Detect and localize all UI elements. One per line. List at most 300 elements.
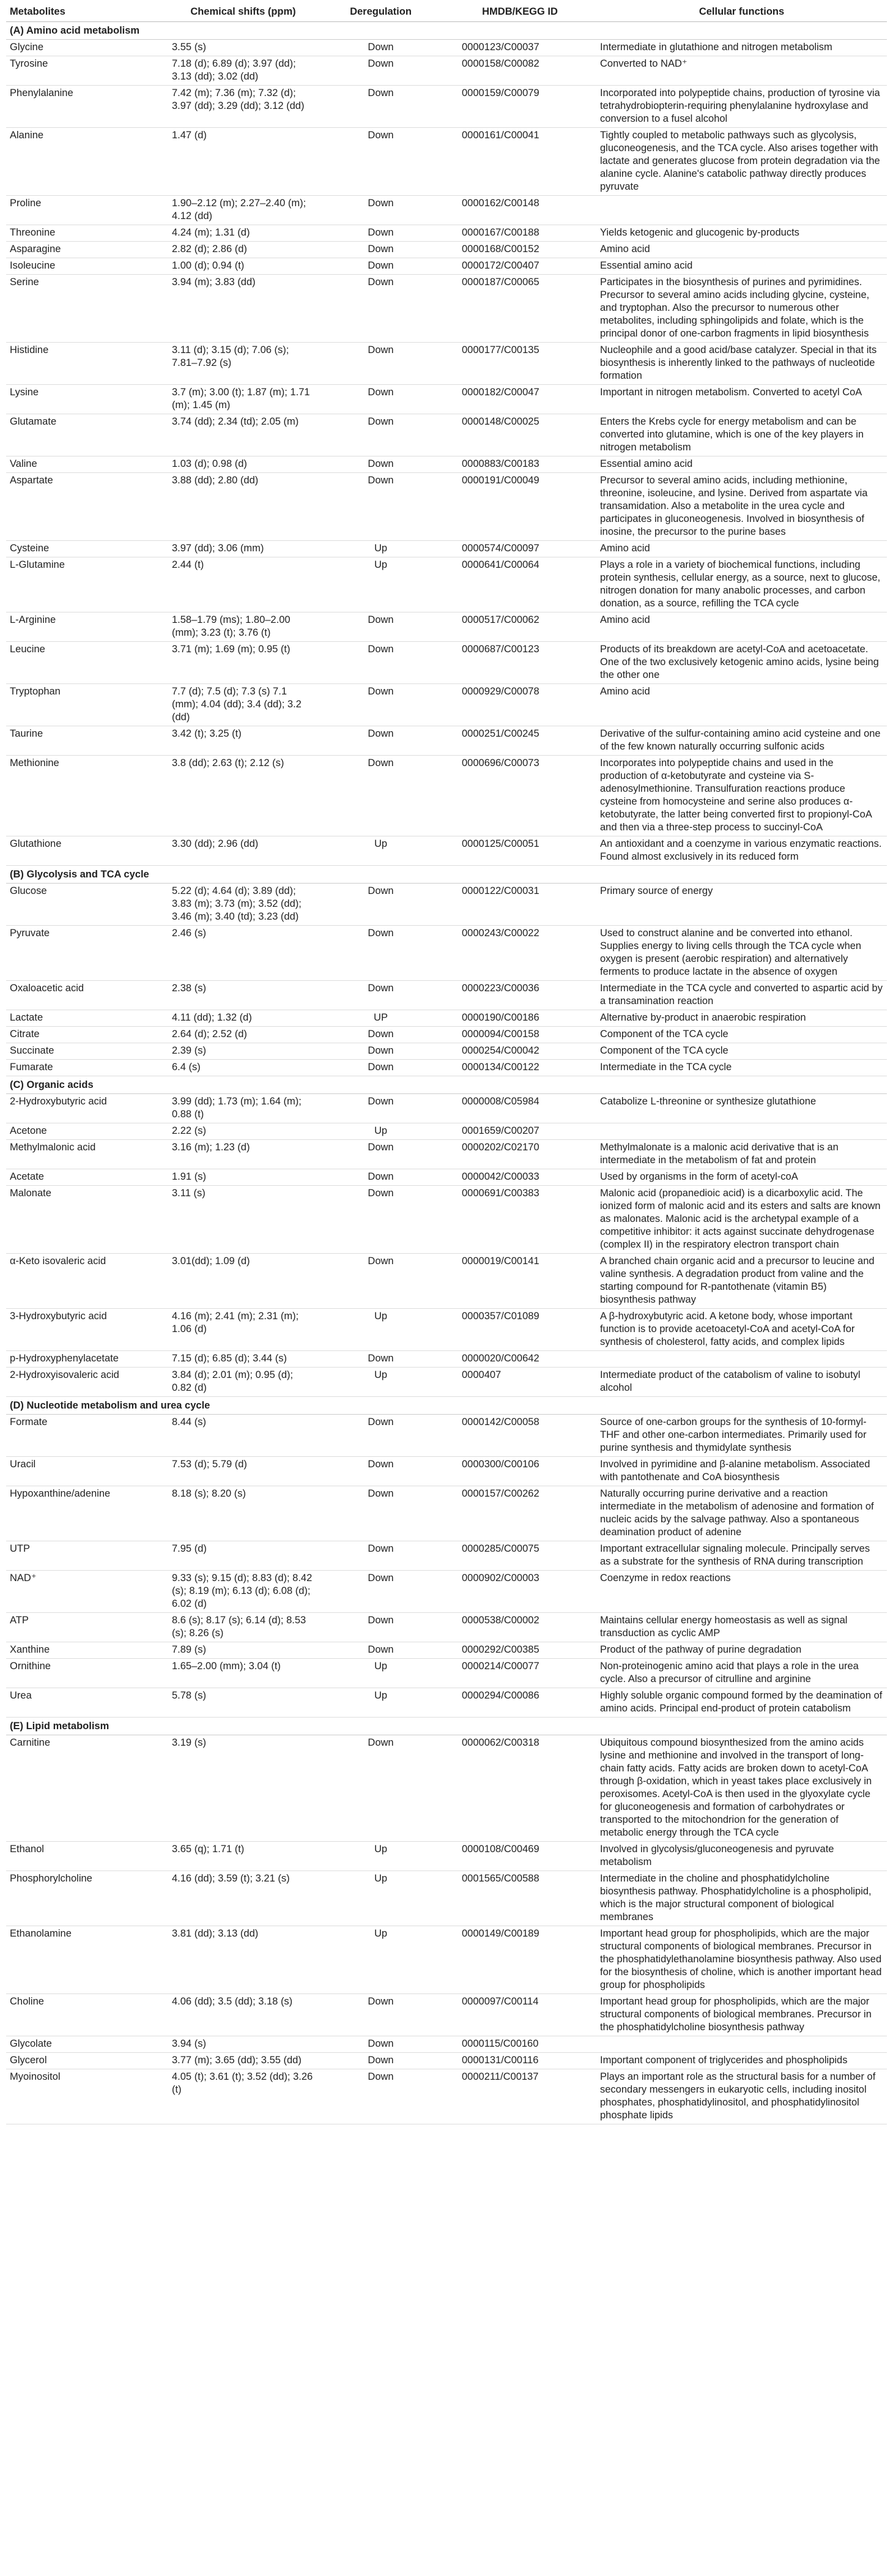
- hmdb-kegg-id: 0000125/C00051: [443, 836, 596, 866]
- hmdb-kegg-id: 0000243/C00022: [443, 926, 596, 981]
- metabolite-name: Ornithine: [6, 1659, 168, 1688]
- table-row: [6, 128, 887, 196]
- deregulation: Down: [318, 1994, 443, 2036]
- metabolite-name: Histidine: [6, 343, 168, 385]
- chemical-shifts: 4.11 (dd); 1.32 (d): [168, 1010, 318, 1027]
- chemical-shifts: 1.90–2.12 (m); 2.27–2.40 (m); 4.12 (dd): [168, 196, 318, 225]
- chemical-shifts: 3.74 (dd); 2.34 (td); 2.05 (m): [168, 414, 318, 456]
- metabolite-name: L-Arginine: [6, 612, 168, 642]
- section-title: (A) Amino acid metabolism: [6, 22, 887, 40]
- chemical-shifts: 1.91 (s): [168, 1169, 318, 1186]
- chemical-shifts: 4.05 (t); 3.61 (t); 3.52 (dd); 3.26 (t): [168, 2069, 318, 2124]
- cellular-function: Maintains cellular energy homeostasis as well as signal transduction as cyclic AMP: [596, 1613, 887, 1642]
- chemical-shifts: 2.22 (s): [168, 1123, 318, 1140]
- deregulation: Up: [318, 557, 443, 612]
- table-row: [6, 1060, 887, 1076]
- section-title: (D) Nucleotide metabolism and urea cycle: [6, 1397, 887, 1415]
- table-row: [6, 258, 887, 275]
- metabolite-name: L-Glutamine: [6, 557, 168, 612]
- deregulation: Down: [318, 1457, 443, 1486]
- table-row: [6, 40, 887, 56]
- table-row: [6, 275, 887, 343]
- chemical-shifts: 3.81 (dd); 3.13 (dd): [168, 1926, 318, 1994]
- table-row: [6, 836, 887, 866]
- table-row: [6, 1140, 887, 1169]
- cellular-function: [596, 196, 887, 225]
- section-header-row: [6, 866, 887, 884]
- cellular-function: Highly soluble organic compound formed by the deamination of amino acids. Principal end-product of protein catabolism: [596, 1688, 887, 1718]
- hmdb-kegg-id: 0000407: [443, 1368, 596, 1397]
- deregulation: Down: [318, 456, 443, 473]
- metabolite-name: Hypoxanthine/adenine: [6, 1486, 168, 1541]
- metabolite-name: Methylmalonic acid: [6, 1140, 168, 1169]
- cellular-function: [596, 1123, 887, 1140]
- chemical-shifts: 7.18 (d); 6.89 (d); 3.97 (dd); 3.13 (dd); 3.02 (dd): [168, 56, 318, 86]
- table-row: [6, 2069, 887, 2124]
- deregulation: Down: [318, 684, 443, 726]
- cellular-function: Used to construct alanine and be converted into ethanol. Supplies energy to living cells through the TCA cycle when oxygen is present (aerobic respiration) and alternatively ferments to produce lactate in the absence of oxygen: [596, 926, 887, 981]
- chemical-shifts: 1.00 (d); 0.94 (t): [168, 258, 318, 275]
- hmdb-kegg-id: 0000223/C00036: [443, 981, 596, 1010]
- section-header-row: [6, 1718, 887, 1735]
- header-metabolites: Metabolites: [6, 4, 168, 22]
- cellular-function: Essential amino acid: [596, 456, 887, 473]
- hmdb-kegg-id: 0000357/C01089: [443, 1309, 596, 1351]
- metabolite-name: Ethanolamine: [6, 1926, 168, 1994]
- table-row: [6, 684, 887, 726]
- table-row: [6, 56, 887, 86]
- cellular-function: Important head group for phospholipids, which are the major structural components of biological membranes. Precursor in the phosphatidylcholine biosynthesis pathway: [596, 1994, 887, 2036]
- hmdb-kegg-id: 0000187/C00065: [443, 275, 596, 343]
- cellular-function: Ubiquitous compound biosynthesized from the amino acids lysine and methionine and involved in the transport of long-chain fatty acids. Fatty acids are broken down to acetyl-CoA through β-oxidation, which in yeast takes place exclusively in peroxisomes. Acetyl-CoA is then used in the glyoxylate cycle for gluconeogenesis and formation of carbohydrates or transported to the mitochondrion for the generation of metabolic energy through the TCA cycle: [596, 1735, 887, 1842]
- metabolite-name: Choline: [6, 1994, 168, 2036]
- cellular-function: Important head group for phospholipids, which are the major structural components of biological membranes. Precursor in the phosphatidylethanolamine biosynthesis pathway. Also used for the biosynthesis of choline, which is another important head group for phospholipids: [596, 1926, 887, 1994]
- table-row: [6, 1254, 887, 1309]
- hmdb-kegg-id: 0000254/C00042: [443, 1043, 596, 1060]
- cellular-function: Plays a role in a variety of biochemical functions, including protein synthesis, cellular energy, as a source, next to glucose, nitrogen donation for many anabolic processes, and carbon donation, as a source, refilling the TCA cycle: [596, 557, 887, 612]
- metabolite-name: Fumarate: [6, 1060, 168, 1076]
- deregulation: Down: [318, 884, 443, 926]
- deregulation: Down: [318, 473, 443, 541]
- deregulation: Down: [318, 1186, 443, 1254]
- table-row: [6, 541, 887, 557]
- chemical-shifts: 1.47 (d): [168, 128, 318, 196]
- table-row: [6, 981, 887, 1010]
- deregulation: Down: [318, 726, 443, 756]
- cellular-function: Involved in pyrimidine and β-alanine metabolism. Associated with pantothenate and CoA biosynthesis: [596, 1457, 887, 1486]
- deregulation: Down: [318, 1043, 443, 1060]
- deregulation: Down: [318, 1541, 443, 1571]
- hmdb-kegg-id: 0000177/C00135: [443, 343, 596, 385]
- deregulation: Up: [318, 1871, 443, 1926]
- chemical-shifts: 8.44 (s): [168, 1415, 318, 1457]
- hmdb-kegg-id: 0000641/C00064: [443, 557, 596, 612]
- chemical-shifts: 7.95 (d): [168, 1541, 318, 1571]
- table-row: [6, 1926, 887, 1994]
- hmdb-kegg-id: 0000148/C00025: [443, 414, 596, 456]
- table-row: [6, 196, 887, 225]
- table-row: [6, 612, 887, 642]
- metabolite-name: Oxaloacetic acid: [6, 981, 168, 1010]
- metabolite-name: Formate: [6, 1415, 168, 1457]
- deregulation: Down: [318, 612, 443, 642]
- table-row: [6, 1368, 887, 1397]
- chemical-shifts: 7.15 (d); 6.85 (d); 3.44 (s): [168, 1351, 318, 1368]
- cellular-function: Incorporated into polypeptide chains, production of tyrosine via tetrahydrobiopterin-requiring phenylalanine hydroxylase and conversion to a fusel alcohol: [596, 86, 887, 128]
- metabolite-name: ATP: [6, 1613, 168, 1642]
- header-chemical-shifts: Chemical shifts (ppm): [168, 4, 318, 22]
- metabolite-name: Valine: [6, 456, 168, 473]
- metabolite-name: Glucose: [6, 884, 168, 926]
- table-row: [6, 1994, 887, 2036]
- cellular-function: An antioxidant and a coenzyme in various enzymatic reactions. Found almost exclusively in its reduced form: [596, 836, 887, 866]
- table-row: [6, 1842, 887, 1871]
- hmdb-kegg-id: 0000214/C00077: [443, 1659, 596, 1688]
- chemical-shifts: 4.06 (dd); 3.5 (dd); 3.18 (s): [168, 1994, 318, 2036]
- metabolite-name: Pyruvate: [6, 926, 168, 981]
- chemical-shifts: 2.82 (d); 2.86 (d): [168, 242, 318, 258]
- metabolite-name: Asparagine: [6, 242, 168, 258]
- hmdb-kegg-id: 0000190/C00186: [443, 1010, 596, 1027]
- deregulation: Down: [318, 1571, 443, 1613]
- hmdb-kegg-id: 0000538/C00002: [443, 1613, 596, 1642]
- section-header-row: [6, 22, 887, 40]
- cellular-function: Intermediate product of the catabolism of valine to isobutyl alcohol: [596, 1368, 887, 1397]
- hmdb-kegg-id: 0000161/C00041: [443, 128, 596, 196]
- hmdb-kegg-id: 0000134/C00122: [443, 1060, 596, 1076]
- chemical-shifts: 3.30 (dd); 2.96 (dd): [168, 836, 318, 866]
- cellular-function: Involved in glycolysis/gluconeogenesis and pyruvate metabolism: [596, 1842, 887, 1871]
- chemical-shifts: 6.4 (s): [168, 1060, 318, 1076]
- metabolite-name: Glycine: [6, 40, 168, 56]
- hmdb-kegg-id: 0000574/C00097: [443, 541, 596, 557]
- cellular-function: Non-proteinogenic amino acid that plays a role in the urea cycle. Also a precursor of citrulline and arginine: [596, 1659, 887, 1688]
- table-row: [6, 456, 887, 473]
- deregulation: Down: [318, 2036, 443, 2053]
- cellular-function: Product of the pathway of purine degradation: [596, 1642, 887, 1659]
- hmdb-kegg-id: 0000157/C00262: [443, 1486, 596, 1541]
- chemical-shifts: 7.42 (m); 7.36 (m); 7.32 (d); 3.97 (dd); 3.29 (dd); 3.12 (dd): [168, 86, 318, 128]
- hmdb-kegg-id: 0000122/C00031: [443, 884, 596, 926]
- cellular-function: Source of one-carbon groups for the synthesis of 10-formyl-THF and other one-carbon intermediates. Primarily used for purine synthesis and thymidylate synthesis: [596, 1415, 887, 1457]
- hmdb-kegg-id: 0000020/C00642: [443, 1351, 596, 1368]
- chemical-shifts: 3.71 (m); 1.69 (m); 0.95 (t): [168, 642, 318, 684]
- chemical-shifts: 1.58–1.79 (ms); 1.80–2.00 (mm); 3.23 (t); 3.76 (t): [168, 612, 318, 642]
- hmdb-kegg-id: 0000042/C00033: [443, 1169, 596, 1186]
- hmdb-kegg-id: 0000251/C00245: [443, 726, 596, 756]
- header-row: [6, 4, 887, 22]
- cellular-function: Intermediate in glutathione and nitrogen metabolism: [596, 40, 887, 56]
- hmdb-kegg-id: 0001659/C00207: [443, 1123, 596, 1140]
- hmdb-kegg-id: 0000158/C00082: [443, 56, 596, 86]
- chemical-shifts: 2.38 (s): [168, 981, 318, 1010]
- hmdb-kegg-id: 0000108/C00469: [443, 1842, 596, 1871]
- chemical-shifts: 4.16 (m); 2.41 (m); 2.31 (m); 1.06 (d): [168, 1309, 318, 1351]
- deregulation: Down: [318, 2069, 443, 2124]
- table-row: [6, 225, 887, 242]
- cellular-function: Essential amino acid: [596, 258, 887, 275]
- cellular-function: Naturally occurring purine derivative and a reaction intermediate in the metabolism of adenosine and formation of nucleic acids by the salvage pathway. Also a spontaneous deamination product of adenine: [596, 1486, 887, 1541]
- cellular-function: Derivative of the sulfur-containing amino acid cysteine and one of the few known naturally occurring sulfonic acids: [596, 726, 887, 756]
- metabolite-name: α-Keto isovaleric acid: [6, 1254, 168, 1309]
- cellular-function: Important component of triglycerides and phospholipids: [596, 2053, 887, 2069]
- metabolite-name: Glutathione: [6, 836, 168, 866]
- section-title: (B) Glycolysis and TCA cycle: [6, 866, 887, 884]
- table-row: [6, 1351, 887, 1368]
- deregulation: Down: [318, 1642, 443, 1659]
- deregulation: Down: [318, 56, 443, 86]
- cellular-function: Catabolize L-threonine or synthesize glutathione: [596, 1094, 887, 1123]
- chemical-shifts: 3.55 (s): [168, 40, 318, 56]
- table-row: [6, 1027, 887, 1043]
- chemical-shifts: 3.11 (s): [168, 1186, 318, 1254]
- cellular-function: A β-hydroxybutyric acid. A ketone body, whose important function is to provide acetoacetyl-CoA and acetyl-CoA for synthesis of cholesterol, fatty acids, and complex lipids: [596, 1309, 887, 1351]
- metabolite-name: Phenylalanine: [6, 86, 168, 128]
- cellular-function: [596, 1351, 887, 1368]
- chemical-shifts: 3.88 (dd); 2.80 (dd): [168, 473, 318, 541]
- deregulation: Down: [318, 86, 443, 128]
- cellular-function: Enters the Krebs cycle for energy metabolism and can be converted into glutamine, which is one of the key players in nitrogen metabolism: [596, 414, 887, 456]
- metabolites-table: [6, 4, 887, 2124]
- deregulation: Down: [318, 1140, 443, 1169]
- table-row: [6, 242, 887, 258]
- deregulation: Down: [318, 385, 443, 414]
- hmdb-kegg-id: 0000294/C00086: [443, 1688, 596, 1718]
- table-row: [6, 1735, 887, 1842]
- cellular-function: Alternative by-product in anaerobic respiration: [596, 1010, 887, 1027]
- cellular-function: Intermediate in the TCA cycle and converted to aspartic acid by a transamination reaction: [596, 981, 887, 1010]
- hmdb-kegg-id: 0000019/C00141: [443, 1254, 596, 1309]
- hmdb-kegg-id: 0000202/C02170: [443, 1140, 596, 1169]
- hmdb-kegg-id: 0000696/C00073: [443, 756, 596, 836]
- cellular-function: Primary source of energy: [596, 884, 887, 926]
- cellular-function: Important in nitrogen metabolism. Converted to acetyl CoA: [596, 385, 887, 414]
- header-hmdb-kegg-id: HMDB/KEGG ID: [443, 4, 596, 22]
- metabolite-name: NAD⁺: [6, 1571, 168, 1613]
- metabolite-name: Cysteine: [6, 541, 168, 557]
- hmdb-kegg-id: 0000094/C00158: [443, 1027, 596, 1043]
- deregulation: Down: [318, 1486, 443, 1541]
- metabolite-name: Taurine: [6, 726, 168, 756]
- cellular-function: Products of its breakdown are acetyl-CoA and acetoacetate. One of the two exclusively ketogenic amino acids, lysine being the other one: [596, 642, 887, 684]
- hmdb-kegg-id: 0000062/C00318: [443, 1735, 596, 1842]
- deregulation: Down: [318, 225, 443, 242]
- cellular-function: Coenzyme in redox reactions: [596, 1571, 887, 1613]
- chemical-shifts: 3.19 (s): [168, 1735, 318, 1842]
- metabolite-name: Phosphorylcholine: [6, 1871, 168, 1926]
- deregulation: Down: [318, 1613, 443, 1642]
- deregulation: Up: [318, 541, 443, 557]
- cellular-function: Intermediate in the TCA cycle: [596, 1060, 887, 1076]
- deregulation: Down: [318, 242, 443, 258]
- chemical-shifts: 2.64 (d); 2.52 (d): [168, 1027, 318, 1043]
- hmdb-kegg-id: 0000123/C00037: [443, 40, 596, 56]
- chemical-shifts: 3.84 (d); 2.01 (m); 0.95 (d); 0.82 (d): [168, 1368, 318, 1397]
- metabolite-name: Myoinositol: [6, 2069, 168, 2124]
- hmdb-kegg-id: 0000149/C00189: [443, 1926, 596, 1994]
- chemical-shifts: 3.7 (m); 3.00 (t); 1.87 (m); 1.71 (m); 1.45 (m): [168, 385, 318, 414]
- cellular-function: Yields ketogenic and glucogenic by-products: [596, 225, 887, 242]
- metabolite-name: Lysine: [6, 385, 168, 414]
- hmdb-kegg-id: 0000008/C05984: [443, 1094, 596, 1123]
- chemical-shifts: 4.24 (m); 1.31 (d): [168, 225, 318, 242]
- table-header: [6, 4, 887, 22]
- chemical-shifts: 3.94 (s): [168, 2036, 318, 2053]
- chemical-shifts: 8.6 (s); 8.17 (s); 6.14 (d); 8.53 (s); 8.26 (s): [168, 1613, 318, 1642]
- deregulation: Up: [318, 1123, 443, 1140]
- deregulation: Down: [318, 1060, 443, 1076]
- metabolite-name: Citrate: [6, 1027, 168, 1043]
- table-row: [6, 1659, 887, 1688]
- hmdb-kegg-id: 0000097/C00114: [443, 1994, 596, 2036]
- table-row: [6, 1309, 887, 1351]
- table-row: [6, 1457, 887, 1486]
- metabolite-name: Glycerol: [6, 2053, 168, 2069]
- metabolite-name: Methionine: [6, 756, 168, 836]
- chemical-shifts: 3.11 (d); 3.15 (d); 7.06 (s); 7.81–7.92 (s): [168, 343, 318, 385]
- metabolite-name: Threonine: [6, 225, 168, 242]
- hmdb-kegg-id: 0000167/C00188: [443, 225, 596, 242]
- metabolite-name: Succinate: [6, 1043, 168, 1060]
- table-row: [6, 1613, 887, 1642]
- deregulation: Down: [318, 756, 443, 836]
- metabolite-name: Tryptophan: [6, 684, 168, 726]
- hmdb-kegg-id: 0000191/C00049: [443, 473, 596, 541]
- chemical-shifts: 5.78 (s): [168, 1688, 318, 1718]
- deregulation: Down: [318, 981, 443, 1010]
- metabolite-name: p-Hydroxyphenylacetate: [6, 1351, 168, 1368]
- table-row: [6, 385, 887, 414]
- table-body: [6, 22, 887, 2124]
- chemical-shifts: 3.77 (m); 3.65 (dd); 3.55 (dd): [168, 2053, 318, 2069]
- cellular-function: Tightly coupled to metabolic pathways such as glycolysis, gluconeogenesis, and the TCA cycle. Also arises together with lactate and generates glucose from protein degradation via the alanine cycle. Alanine's catabolic pathway directly produces pyruvate: [596, 128, 887, 196]
- table-row: [6, 1186, 887, 1254]
- deregulation: Up: [318, 1842, 443, 1871]
- cellular-function: Amino acid: [596, 612, 887, 642]
- metabolite-name: 2-Hydroxybutyric acid: [6, 1094, 168, 1123]
- chemical-shifts: 4.16 (dd); 3.59 (t); 3.21 (s): [168, 1871, 318, 1926]
- metabolite-name: Lactate: [6, 1010, 168, 1027]
- table-row: [6, 414, 887, 456]
- hmdb-kegg-id: 0000285/C00075: [443, 1541, 596, 1571]
- chemical-shifts: 3.8 (dd); 2.63 (t); 2.12 (s): [168, 756, 318, 836]
- section-title: (E) Lipid metabolism: [6, 1718, 887, 1735]
- table-row: [6, 1541, 887, 1571]
- deregulation: Up: [318, 1926, 443, 1994]
- metabolite-name: UTP: [6, 1541, 168, 1571]
- metabolite-name: Glutamate: [6, 414, 168, 456]
- section-title: (C) Organic acids: [6, 1076, 887, 1094]
- table-row: [6, 1571, 887, 1613]
- metabolite-name: Xanthine: [6, 1642, 168, 1659]
- cellular-function: Malonic acid (propanedioic acid) is a dicarboxylic acid. The ionized form of malonic acid and its esters and salts are known as malonates. Malonic acid is the archetypal example of a competitive inhibitor: it acts against succinate dehydrogenase (complex II) in the respiratory electron transport chain: [596, 1186, 887, 1254]
- metabolite-name: Glycolate: [6, 2036, 168, 2053]
- cellular-function: Methylmalonate is a malonic acid derivative that is an intermediate in the metabolism of fat and protein: [596, 1140, 887, 1169]
- chemical-shifts: 1.03 (d); 0.98 (d): [168, 456, 318, 473]
- hmdb-kegg-id: 0000168/C00152: [443, 242, 596, 258]
- metabolite-name: Tyrosine: [6, 56, 168, 86]
- table-row: [6, 1043, 887, 1060]
- deregulation: Down: [318, 642, 443, 684]
- hmdb-kegg-id: 0000131/C00116: [443, 2053, 596, 2069]
- cellular-function: Important extracellular signaling molecule. Principally serves as a substrate for the synthesis of RNA during transcription: [596, 1541, 887, 1571]
- deregulation: UP: [318, 1010, 443, 1027]
- hmdb-kegg-id: 0000292/C00385: [443, 1642, 596, 1659]
- chemical-shifts: 3.99 (dd); 1.73 (m); 1.64 (m); 0.88 (t): [168, 1094, 318, 1123]
- hmdb-kegg-id: 0000300/C00106: [443, 1457, 596, 1486]
- deregulation: Down: [318, 926, 443, 981]
- table-row: [6, 343, 887, 385]
- hmdb-kegg-id: 0000883/C00183: [443, 456, 596, 473]
- chemical-shifts: 2.46 (s): [168, 926, 318, 981]
- deregulation: Down: [318, 1169, 443, 1186]
- chemical-shifts: 3.94 (m); 3.83 (dd): [168, 275, 318, 343]
- cellular-function: Component of the TCA cycle: [596, 1043, 887, 1060]
- deregulation: Down: [318, 128, 443, 196]
- metabolite-name: Leucine: [6, 642, 168, 684]
- metabolite-name: Urea: [6, 1688, 168, 1718]
- cellular-function: Converted to NAD⁺: [596, 56, 887, 86]
- hmdb-kegg-id: 0000211/C00137: [443, 2069, 596, 2124]
- deregulation: Down: [318, 1254, 443, 1309]
- section-header-row: [6, 1076, 887, 1094]
- table-row: [6, 884, 887, 926]
- metabolite-name: Malonate: [6, 1186, 168, 1254]
- chemical-shifts: 3.16 (m); 1.23 (d): [168, 1140, 318, 1169]
- deregulation: Up: [318, 836, 443, 866]
- metabolite-name: Proline: [6, 196, 168, 225]
- deregulation: Down: [318, 1351, 443, 1368]
- chemical-shifts: 3.65 (q); 1.71 (t): [168, 1842, 318, 1871]
- metabolite-name: Carnitine: [6, 1735, 168, 1842]
- cellular-function: Nucleophile and a good acid/base catalyzer. Special in that its biosynthesis is inherently linked to the pathways of nucleotide formation: [596, 343, 887, 385]
- chemical-shifts: 5.22 (d); 4.64 (d); 3.89 (dd); 3.83 (m); 3.73 (m); 3.52 (dd); 3.46 (m); 3.40 (td); 3.23 (dd): [168, 884, 318, 926]
- header-deregulation: Deregulation: [318, 4, 443, 22]
- chemical-shifts: 7.89 (s): [168, 1642, 318, 1659]
- table-row: [6, 726, 887, 756]
- cellular-function: Plays an important role as the structural basis for a number of secondary messengers in eukaryotic cells, including inositol phosphates, phosphatidylinositol, and phosphatidylinositol phosphate lipids: [596, 2069, 887, 2124]
- cellular-function: Precursor to several amino acids, including methionine, threonine, isoleucine, and lysine. Derived from aspartate via transamidation. Also a metabolite in the urea cycle and participates in gluconeogenesis. Involved in biosynthesis of inosine, the precursor to the purine bases: [596, 473, 887, 541]
- deregulation: Down: [318, 258, 443, 275]
- cellular-function: A branched chain organic acid and a precursor to leucine and valine synthesis. A degradation product from valine and the starting compound for R-pantothenate (vitamin B5) biosynthesis pathway: [596, 1254, 887, 1309]
- table-row: [6, 1094, 887, 1123]
- deregulation: Down: [318, 2053, 443, 2069]
- hmdb-kegg-id: 0000902/C00003: [443, 1571, 596, 1613]
- table-row: [6, 2036, 887, 2053]
- chemical-shifts: 7.53 (d); 5.79 (d): [168, 1457, 318, 1486]
- hmdb-kegg-id: 0000929/C00078: [443, 684, 596, 726]
- metabolite-name: Alanine: [6, 128, 168, 196]
- table-row: [6, 756, 887, 836]
- chemical-shifts: 1.65–2.00 (mm); 3.04 (t): [168, 1659, 318, 1688]
- cellular-function: Intermediate in the choline and phosphatidylcholine biosynthesis pathway. Phosphatidylcholine is a phospholipid, which is the major structural component of biological membranes: [596, 1871, 887, 1926]
- hmdb-kegg-id: 0000182/C00047: [443, 385, 596, 414]
- chemical-shifts: 3.97 (dd); 3.06 (mm): [168, 541, 318, 557]
- chemical-shifts: 9.33 (s); 9.15 (d); 8.83 (d); 8.42 (s); 8.19 (m); 6.13 (d); 6.08 (d); 6.02 (d): [168, 1571, 318, 1613]
- metabolite-name: Aspartate: [6, 473, 168, 541]
- hmdb-kegg-id: 0000162/C00148: [443, 196, 596, 225]
- deregulation: Up: [318, 1368, 443, 1397]
- metabolite-name: Acetone: [6, 1123, 168, 1140]
- cellular-function: Used by organisms in the form of acetyl-coA: [596, 1169, 887, 1186]
- table-row: [6, 1486, 887, 1541]
- chemical-shifts: 2.39 (s): [168, 1043, 318, 1060]
- hmdb-kegg-id: 0000687/C00123: [443, 642, 596, 684]
- table-row: [6, 1688, 887, 1718]
- deregulation: Down: [318, 275, 443, 343]
- table-row: [6, 86, 887, 128]
- chemical-shifts: 8.18 (s); 8.20 (s): [168, 1486, 318, 1541]
